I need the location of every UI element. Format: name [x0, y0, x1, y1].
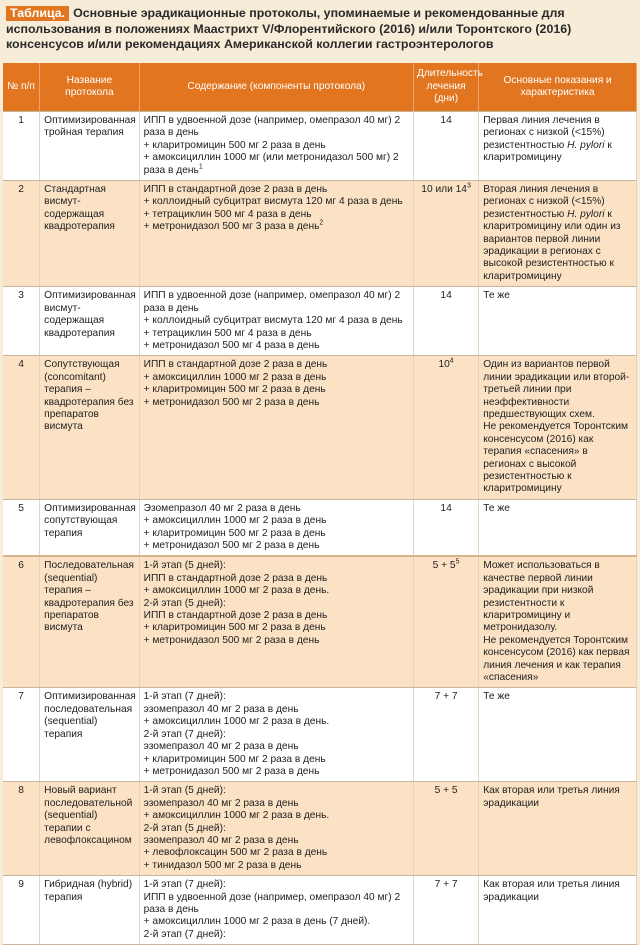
cell-num: 4 — [3, 356, 40, 499]
content-line: эзомепразол 40 мг 2 раза в день — [143, 797, 299, 809]
cell-name: Последовательная (sequential) терапия – квадротерапия без препаратов висмута — [40, 556, 139, 688]
content-line: + амоксициллин 1000 мг 2 раза в день — [143, 371, 327, 383]
cell-name: Гибридная (hybrid) терапия — [40, 876, 139, 945]
indication-text: Не рекомендуется Торонтским консенсусом (2016) как терапия «спасения» в регионах с высокой резистентностью к кларитромицину — [483, 421, 629, 495]
cell-indications — [479, 287, 637, 356]
content-line: + амоксициллин 1000 мг (или метронидазол 500 мг) 2 раза в день$^1$ — [143, 152, 399, 176]
content-line: + амоксициллин 1000 мг 2 раза в день. — [143, 716, 330, 728]
footnote-mark: 3 — [466, 182, 471, 190]
duration-value: 14 — [440, 502, 452, 514]
footnote-mark: 1 — [198, 163, 203, 171]
content-line: + метронидазол 500 мг 2 раза в день — [143, 396, 320, 408]
cell-indications — [479, 782, 637, 876]
caption-text: Основные эрадикационные протоколы, упоминаемые и рекомендованные для использования в положениях Маастрихт V/Флорентийского (2016) и/или Торонтского (2016) консенсусов и/или рекомендациях Американской коллегии гастроэнтерологов — [6, 6, 572, 51]
content-line: + амоксициллин 1000 мг 2 раза в день. — [143, 585, 330, 597]
content-line: + амоксициллин 1000 мг 2 раза в день (7 дней). — [143, 916, 371, 928]
cell-indications — [479, 688, 637, 782]
cell-duration — [413, 782, 478, 876]
cell-duration — [413, 181, 478, 287]
content-line: 2-й этап (7 дней): — [143, 728, 226, 740]
duration-value: 7 + 7 — [434, 691, 458, 703]
content-line: + метронидазол 500 мг 2 раза в день — [143, 540, 320, 551]
content-line: ИПП в удвоенной дозе (например, омепразол 40 мг) 2 раза в день — [143, 891, 401, 915]
indication-text: Вторая линия лечения в регионах с низкой (<15%) резистентностью — [483, 184, 605, 220]
cell-indications — [479, 556, 637, 688]
cell-num: 6 — [3, 556, 40, 688]
content-line: + коллоидный субцитрат висмута 120 мг 4 раза в день — [143, 315, 403, 327]
cell-duration — [413, 876, 478, 945]
cell-content — [139, 499, 413, 556]
indication-text: Как вторая или третья линия эрадикации — [483, 785, 620, 809]
protocols-table — [3, 63, 637, 945]
content-line: + метронидазол 500 мг 2 раза в день — [143, 634, 320, 646]
content-line: + коллоидный субцитрат висмута 120 мг 4 раза в день — [143, 196, 403, 208]
content-line: + кларитромицин 500 мг 2 раза в день — [143, 139, 326, 151]
cell-duration — [413, 499, 478, 556]
table-row — [3, 181, 637, 287]
species-name: H. pylori — [564, 139, 605, 151]
content-line: ИПП в стандартной дозе 2 раза в день — [143, 610, 328, 622]
cell-indications — [479, 112, 637, 181]
indication-text: Как вторая или третья линия эрадикации — [483, 879, 620, 903]
content-line: ИПП в стандартной дозе 2 раза в день — [143, 359, 328, 371]
cell-content — [139, 112, 413, 181]
content-line: эзомепразол 40 мг 2 раза в день — [143, 703, 299, 715]
content-line: 2-й этап (7 дней): — [143, 928, 226, 940]
content-line: + тинидазол 500 мг 2 раза в день — [143, 859, 302, 871]
table-row — [3, 356, 637, 499]
indication-text: Первая линия лечения в регионах с низкой (<15%) резистентностью — [483, 115, 605, 151]
content-line: ИПП в удвоенной дозе (например, омепразол 40 мг) 2 раза в день — [143, 115, 401, 139]
table-caption — [6, 6, 632, 53]
duration-value: 14 — [440, 290, 452, 302]
cell-indications — [479, 499, 637, 556]
header-num: № п/п — [3, 63, 40, 112]
table-row — [3, 287, 637, 356]
cell-num: 2 — [3, 181, 40, 287]
cell-content — [139, 688, 413, 782]
indication-text: к кларитромицину — [483, 139, 612, 164]
indication-text: Может использоваться в качестве первой линии эрадикации при низкой резистентности к кларитромицину и метронидазолу. — [483, 560, 600, 634]
duration-value: 10 — [438, 359, 450, 371]
table-row — [3, 876, 637, 945]
cell-name: Сопутствующая (concomitant) терапия – квадротерапия без препаратов висмута — [40, 356, 139, 499]
content-line: + амоксициллин 1000 мг 2 раза в день. — [143, 810, 330, 822]
content-line: + кларитромицин 500 мг 2 раза в день — [143, 384, 326, 396]
indication-text: к кларитромицину или один из вариантов первой линии эрадикации в регионах с высокой резистентностью к кларитромицину — [483, 208, 621, 282]
cell-duration — [413, 112, 478, 181]
content-line: + метронидазол 500 мг 4 раза в день — [143, 339, 320, 351]
table-row — [3, 556, 637, 688]
table-header-row — [3, 63, 637, 112]
footnote-mark: 5 — [455, 559, 460, 567]
table-row — [3, 782, 637, 876]
content-line: эзомепразол 40 мг 2 раза в день — [143, 741, 299, 753]
cell-content — [139, 356, 413, 499]
cell-content — [139, 556, 413, 688]
cell-name: Новый вариант последовательной (sequential) терапии с левофлоксацином — [40, 782, 139, 876]
cell-content — [139, 876, 413, 945]
cell-num: 8 — [3, 782, 40, 876]
content-line: + левофлоксацин 500 мг 2 раза в день — [143, 847, 328, 859]
footnote-mark: 4 — [449, 357, 454, 365]
content-line: ИПП в стандартной дозе 2 раза в день — [143, 572, 328, 584]
content-line: + тетрациклин 500 мг 4 раза в день — [143, 208, 312, 220]
content-line: 1-й этап (7 дней): — [143, 879, 226, 891]
indication-text: Один из вариантов первой линии эрадикации или второй-третьей линии при неэффективности предшествующих схем. — [483, 359, 630, 420]
cell-duration — [413, 356, 478, 499]
header-indications: Основные показания и характеристика — [479, 63, 637, 112]
content-line: + кларитромицин 500 мг 2 раза в день — [143, 753, 326, 765]
footnote-mark: 2 — [319, 219, 324, 227]
cell-name: Стандартная висмут-содержащая квадротерапия — [40, 181, 139, 287]
content-line: 2-й этап (5 дней): — [143, 597, 226, 609]
table-row — [3, 499, 637, 556]
cell-num: 1 — [3, 112, 40, 181]
cell-num: 5 — [3, 499, 40, 556]
header-duration: Длительность лечения (дни) — [413, 63, 478, 112]
cell-name: Оптимизированная последовательная (sequential) терапия — [40, 688, 139, 782]
content-line: ИПП в удвоенной дозе (например, омепразол 40 мг) 2 раза в день — [143, 290, 401, 314]
indication-text: Те же — [483, 290, 510, 302]
table-row — [3, 112, 637, 181]
content-line: + кларитромицин 500 мг 2 раза в день — [143, 622, 326, 634]
duration-value: 5 + 5 — [434, 785, 458, 797]
duration-value: 14 — [440, 115, 452, 126]
header-content: Содержание (компоненты протокола) — [139, 63, 413, 112]
cell-num: 3 — [3, 287, 40, 356]
content-line: + метронидазол 500 мг 2 раза в день — [143, 765, 320, 777]
header-name: Название протокола — [40, 63, 139, 112]
table-body — [3, 112, 637, 945]
cell-content — [139, 782, 413, 876]
cell-name: Оптимизированная сопутствующая терапия — [40, 499, 139, 556]
cell-num: 9 — [3, 876, 40, 945]
content-line: 2-й этап (5 дней): — [143, 822, 226, 834]
indication-text: Те же — [483, 502, 510, 514]
duration-value: 10 или 14 — [421, 184, 467, 196]
cell-num: 7 — [3, 688, 40, 782]
cell-indications — [479, 181, 637, 287]
indication-text: Те же — [483, 691, 510, 703]
content-line: эзомепразол 40 мг 2 раза в день — [143, 834, 299, 846]
content-line: 1-й этап (7 дней): — [143, 691, 226, 703]
cell-name: Оптимизированная висмут-содержащая квадротерапия — [40, 287, 139, 356]
duration-value: 5 + 5 — [432, 560, 456, 572]
cell-duration — [413, 287, 478, 356]
content-line: + тетрациклин 500 мг 4 раза в день — [143, 327, 312, 339]
table-row — [3, 688, 637, 782]
caption-tag: Таблица. — [6, 6, 69, 21]
content-line: + амоксициллин 1000 мг 2 раза в день — [143, 515, 327, 527]
duration-value: 7 + 7 — [434, 879, 458, 891]
content-line: Эзомепразол 40 мг 2 раза в день — [143, 502, 301, 514]
content-line: 1-й этап (5 дней): — [143, 785, 226, 797]
content-line: + метронидазол 500 мг 3 раза в день$^2$ — [143, 219, 324, 233]
species-name: H. pylori — [564, 208, 605, 220]
content-line: 1-й этап (5 дней): — [143, 560, 226, 572]
content-line: + кларитромицин 500 мг 2 раза в день — [143, 527, 326, 539]
cell-indications — [479, 356, 637, 499]
cell-indications — [479, 876, 637, 945]
cell-duration — [413, 556, 478, 688]
indication-text: Не рекомендуется Торонтским консенсусом (2016) как первая линия лечения и как терапия «спасения» — [483, 634, 630, 684]
cell-duration — [413, 688, 478, 782]
cell-content — [139, 181, 413, 287]
content-line: ИПП в стандартной дозе 2 раза в день — [143, 184, 328, 196]
cell-content — [139, 287, 413, 356]
cell-name: Оптимизированная тройная терапия — [40, 112, 139, 181]
